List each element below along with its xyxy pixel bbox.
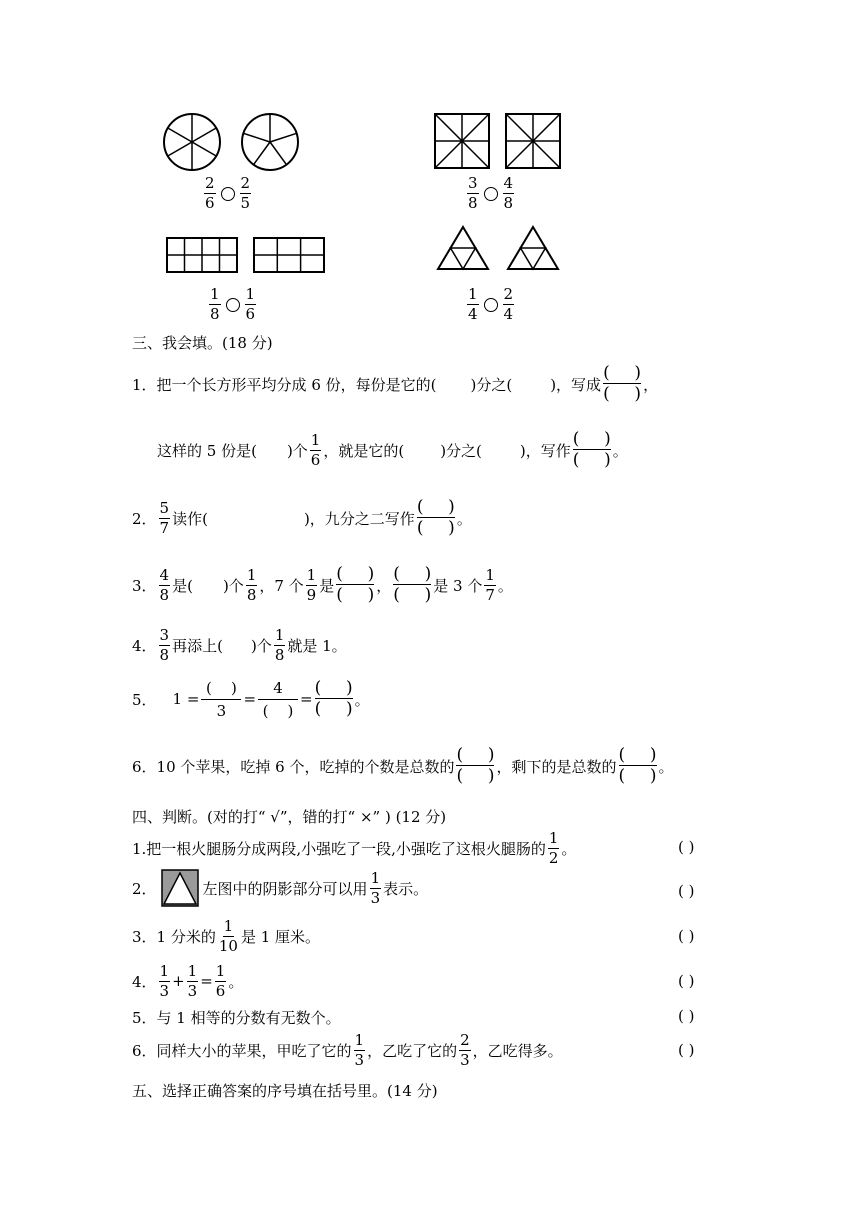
square-eighths-figure-a: [434, 113, 490, 169]
triangle-quarters-figure-b: [506, 225, 560, 271]
triangle-quarters-figure-a: [436, 225, 490, 271]
fraction: $\frac{3}{8}$: [468, 174, 478, 212]
answer-fraction[interactable]: ( ) ( ): [603, 362, 642, 404]
compare-triangles: [465, 287, 516, 322]
fraction: $\frac{3}{8}$: [159, 625, 170, 664]
s4-q6: 6．同样大小的苹果，甲吃了它的 $\frac{1}{3}$ ，乙吃了它的 $\frac{2}{3}$ ，乙吃得多。: [132, 1030, 563, 1069]
s4-q4: 4． $\frac{1}{3}$ + $\frac{1}{3}$ = $\frac{1}{6}$ 。: [132, 961, 244, 1000]
fraction: $\frac{1}{8}$: [210, 285, 220, 323]
answer-fraction[interactable]: ( ) ( ): [336, 563, 375, 605]
fraction: $\frac{1}{4}$: [468, 285, 478, 323]
judge-bracket[interactable]: ( ): [678, 1007, 695, 1025]
shaded-triangle-square-figure: [161, 869, 199, 907]
fraction: $\frac{2}{4}$: [503, 285, 514, 323]
circle-sixths-figure: [162, 112, 222, 172]
section5-title: 五、选择正确答案的序号填在括号里。(14 分): [132, 1082, 438, 1100]
s3-q6: 6．10 个苹果，吃掉 6 个，吃掉的个数是总数的 ( ) ( ) ，剩下的是总数的 ( ) ( ) 。: [132, 744, 674, 786]
fraction: $\frac{1}{9}$: [306, 565, 317, 604]
square-eighths-figure-b: [505, 113, 561, 169]
s3-q3: 3． $\frac{4}{8}$ 是( )个 $\frac{1}{8}$ ，7 个 $\frac{1}{9}$ 是 ( ) ( ) ， ( ) ( ) 是 3 个 $\frac{1}{7}$ 。: [132, 563, 513, 605]
fraction: $\frac{2}{5}$: [240, 174, 251, 212]
answer-fraction[interactable]: ( ) ( ): [572, 428, 611, 470]
section3-title: 三、我会填。(18 分): [132, 334, 273, 352]
fraction: $\frac{1}{3}$: [354, 1030, 365, 1069]
grid-eighths-figure: [166, 237, 238, 273]
fraction: $\frac{1}{7}$: [485, 565, 495, 604]
fraction: $\frac{5}{7}$: [159, 498, 170, 537]
grid-sixths-figure: [253, 237, 325, 273]
circle-fifths-figure: [240, 112, 300, 172]
fraction: $\frac{2}{3}$: [460, 1030, 470, 1069]
s3-q1-line2: 这样的 5 份是( )个 $\frac{1}{6}$ ，就是它的( )分之( )，写作 ( ) ( ) 。: [157, 428, 628, 470]
compare-circles: [202, 176, 253, 211]
answer-fraction[interactable]: ( ) ( ): [314, 677, 353, 719]
answer-fraction[interactable]: ( ) ( ): [456, 744, 495, 786]
judge-bracket[interactable]: ( ): [678, 882, 695, 900]
answer-fraction[interactable]: ( ) ( ): [393, 563, 432, 605]
fraction: $\frac{4}{8}$: [159, 565, 170, 604]
compare-blank[interactable]: [221, 187, 235, 201]
s3-q5: 5． 1 = ( ) 3 = 4 ( ) = ( ) ( ) 。: [132, 677, 370, 720]
fraction: $\frac{1}{10}$: [218, 916, 238, 955]
section4-title: 四、判断。(对的打“ √”，错的打“ ×” ) (12 分): [132, 808, 447, 826]
compare-blank[interactable]: [484, 187, 498, 201]
compare-blank[interactable]: [226, 298, 240, 312]
compare-blank[interactable]: [484, 298, 498, 312]
s4-q2: 2． 左图中的阴影部分可以用 $\frac{1}{3}$ 表示。: [132, 868, 429, 907]
fraction: $\frac{1}{8}$: [246, 565, 257, 604]
s3-q1-line1: 1．把一个长方形平均分成 6 份，每份是它的( )分之( )，写成 ( ) ( ) ，: [132, 362, 659, 404]
fraction: $\frac{1}{6}$: [215, 961, 226, 1000]
judge-bracket[interactable]: ( ): [678, 927, 695, 945]
judge-bracket[interactable]: ( ): [678, 838, 695, 856]
s4-q5: 5．与 1 相等的分数有无数个。: [132, 1009, 341, 1027]
fraction: $\frac{1}{8}$: [274, 625, 285, 664]
judge-bracket[interactable]: ( ): [678, 1041, 695, 1059]
fraction: $\frac{1}{3}$: [370, 868, 381, 907]
answer-fraction[interactable]: ( ) ( ): [416, 496, 455, 538]
answer-fraction[interactable]: ( ) 3: [201, 679, 241, 720]
fraction: $\frac{2}{6}$: [205, 174, 215, 212]
fraction: $\frac{1}{6}$: [245, 285, 256, 323]
s4-q3: 3．1 分米的 $\frac{1}{10}$ 是 1 厘米。: [132, 916, 321, 955]
fraction: $\frac{4}{8}$: [503, 174, 514, 212]
judge-bracket[interactable]: ( ): [678, 972, 695, 990]
compare-grids: [207, 287, 258, 322]
s3-q2: 2． $\frac{5}{7}$ 读作( )，九分之二写作 ( ) ( ) 。: [132, 496, 472, 538]
fraction: $\frac{1}{3}$: [187, 961, 198, 1000]
fraction: $\frac{1}{3}$: [159, 961, 170, 1000]
fraction: $\frac{1}{2}$: [548, 828, 559, 867]
answer-fraction[interactable]: 4 ( ): [258, 679, 298, 720]
compare-squares: [465, 176, 516, 211]
s4-q1: 1.把一根火腿肠分成两段,小强吃了一段,小强吃了这根火腿肠的 $\frac{1}{2}$ 。: [132, 828, 577, 867]
fraction: $\frac{1}{6}$: [310, 430, 321, 469]
s3-q4: 4． $\frac{3}{8}$ 再添上( )个 $\frac{1}{8}$ 就是 1。: [132, 625, 347, 664]
answer-fraction[interactable]: ( ) ( ): [618, 744, 657, 786]
